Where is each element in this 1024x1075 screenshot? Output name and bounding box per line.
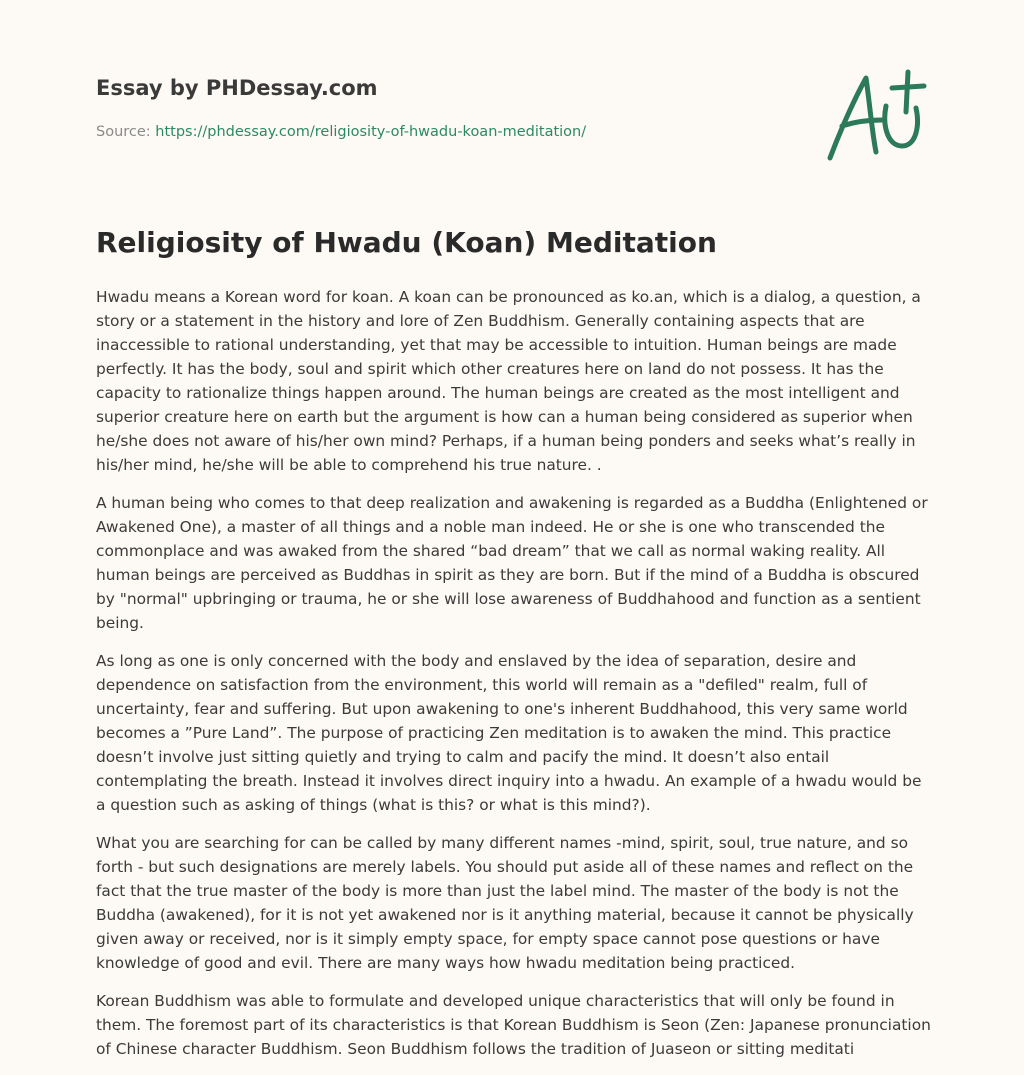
paragraph: As long as one is only concerned with the body and enslaved by the idea of separation, desire and dependence on satisfaction from the environment, this world will remain as a "defiled" realm, full of uncertainty, fear and suffering. But upon awakening to one's inherent Buddhahood, this very same world becomes a ”Pure Land”. The purpose of practicing Zen meditation is to awaken the mind. This practice doesn’t involve just sitting quietly and trying to calm and pacify the mind. It doesn’t also entail contemplating the breath. Instead it involves direct inquiry into a hwadu. An example of a hwadu would be a question such as asking of things (what is this? or what is this mind?). [96,652,922,814]
paragraph: What you are searching for can be called by many different names -mind, spirit, soul, true nature, and so forth - but such designations are merely labels. You should put aside all of these names and reflect on the fact that the true master of the body is more than just the label mind. The master of the body is not the Buddha (awakened), for it is not yet awakened nor is it anything material, because it cannot be physically given away or received, nor is it simply empty space, for empty space cannot pose questions or have knowledge of good and evil. There are many ways how hwadu meditation being practiced. [96,834,914,972]
source-line [96,124,586,140]
essay-body [96,285,932,1075]
site-brand: Essay by PHDessay.com [96,76,378,100]
paragraph: Korean Buddhism was able to formulate and developed unique characteristics that will only be found in them. The foremost part of its characteristics is that Korean Buddhism is Seon (Zen: Japanese pronunciation of Chinese character Buddhism. Seon Buddhism follows the tradition of Juaseon or sitting meditati [96,992,931,1058]
source-link[interactable]: https://phdessay.com/religiosity-of-hwadu-koan-meditation/ [155,124,587,140]
paragraph: Hwadu means a Korean word for koan. A koan can be pronounced as ko.an, which is a dialog, a question, a story or a statement in the history and lore of Zen Buddhism. Generally containing aspects that are inaccessible to rational understanding, yet that may be accessible to intuition. Human beings are made perfectly. It has the body, soul and spirit which other creatures here on land do not possess. It has the capacity to rationalize things happen around. The human beings are created as the most intelligent and superior creature here on earth but the argument is how can a human being considered as superior when he/she does not aware of his/her own mind? Perhaps, if a human being ponders and seeks what’s really in his/her mind, he/she will be able to comprehend his true nature. . [96,288,921,474]
source-label: Source: [96,124,156,140]
paragraph: A human being who comes to that deep realization and awakening is regarded as a Buddha (Enlightened or Awakened One), a master of all things and a noble man indeed. He or she is one who transcended the commonplace and was awaked from the shared “bad dream” that we call as normal waking reality. All human beings are perceived as Buddhas in spirit as they are born. But if the mind of a Buddha is obscured by "normal" upbringing or trauma, he or she will lose awareness of Buddhahood and function as a sentient being. [96,494,928,632]
essay-title: Religiosity of Hwadu (Koan) Meditation [96,226,717,259]
a-plus-logo-icon [820,66,930,166]
